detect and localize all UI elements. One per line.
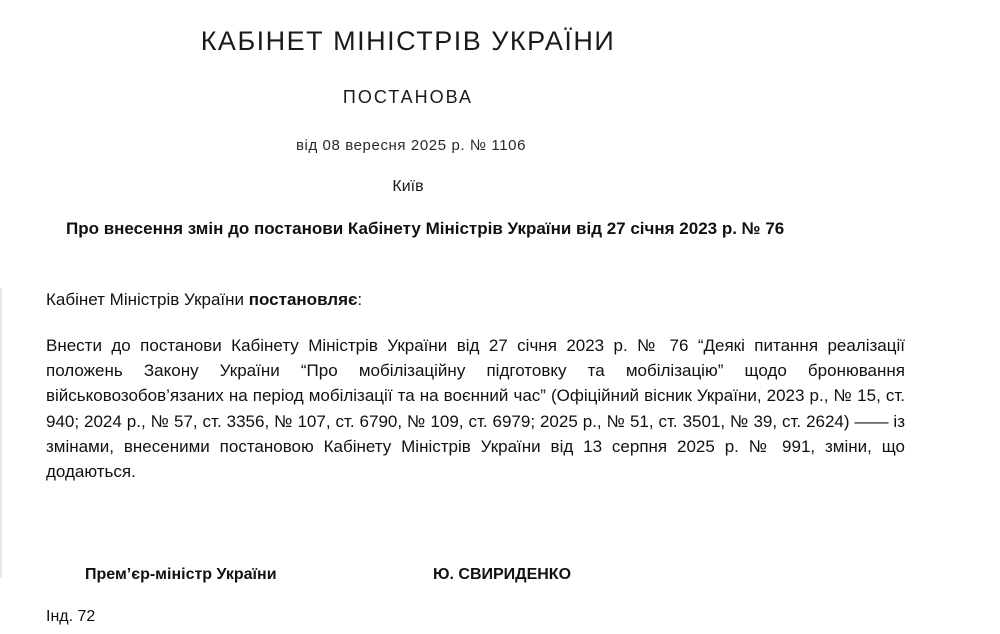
intro-prefix: Кабінет Міністрів України [46,290,249,309]
document-index: Інд. 72 [46,608,96,625]
signatory-name: Ю. СВИРИДЕНКО [433,566,572,583]
document-title: Про внесення змін до постанови Кабінету Міністрів України від 27 січня 2023 р. № 76 [66,219,785,238]
intro-suffix: : [357,290,363,309]
document-date-number: від 08 вересня 2025 р. № 1106 [295,137,527,154]
authority-heading: КАБІНЕТ МІНІСТРІВ УКРАЇНИ [200,26,616,56]
intro-emphasis: постановляє [248,290,358,309]
body-paragraph: Внести до постанови Кабінету Міністрів України від 27 січня 2023 р. № 76 “Деякі питання реалізації положень Закону України “Про мобілізаційну підготовку та мобілізацію” щодо бронювання військовозобов’язаних на період мобілізації та на воєнний час” (Офіційний вісник України, 2023 р., № 15, ст. 940; 2024 р., № 57, ст. 3356, № 107, ст. 6790, № 109, ст. 6979; 2025 р., № 51, ст. 3501, № 39, ст. 2624) —— із змінами, внесеними постановою Кабінету Міністрів України від 13 серпня 2025 р. № 991, зміни, що додаються. [46,336,905,482]
page-edge-rule [0,288,2,578]
signatory-position: Прем’єр-міністр України [85,566,277,583]
intro-paragraph [46,290,362,310]
document-type: ПОСТАНОВА [342,87,474,107]
document-city: Київ [392,178,424,195]
